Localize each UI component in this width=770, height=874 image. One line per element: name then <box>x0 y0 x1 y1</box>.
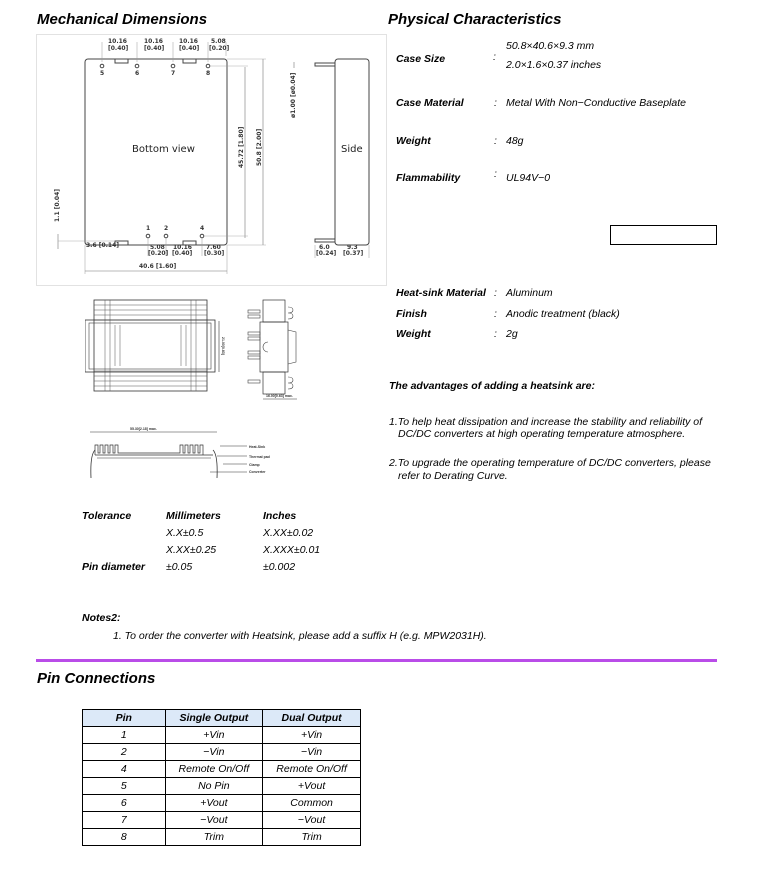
heatsink-width-dim: 55.30[2.18] max. <box>130 427 157 431</box>
pin-label: 8 <box>206 70 211 77</box>
pin-label: 2 <box>164 225 169 232</box>
advantage-line: 2.To upgrade the operating temperature of DC/DC converters, please <box>389 457 711 469</box>
colon: : <box>494 168 497 180</box>
table-row <box>83 744 361 761</box>
pin-2 <box>164 234 168 238</box>
notch <box>115 59 128 63</box>
section-divider <box>36 659 717 662</box>
cell-dual: Common <box>263 795 361 812</box>
dim-label: 10.16 <box>179 38 198 45</box>
heatsink-material-value: Aluminum <box>506 287 553 299</box>
tolerance-mm-header: Millimeters <box>166 510 221 522</box>
side-pin <box>315 63 335 66</box>
pin-diameter-label: Pin diameter <box>82 561 146 573</box>
dim-label: 7.60 <box>206 244 221 251</box>
dim-label: 50.8 [2.00] <box>256 128 263 166</box>
mechanical-drawing <box>36 34 388 286</box>
dim-label: 6.0 <box>319 244 330 251</box>
dim-label: [0.40] <box>144 45 165 52</box>
dim-label: [0.20] <box>209 45 230 52</box>
notch <box>183 59 196 63</box>
case-material-label: Case Material <box>396 97 464 109</box>
side-pin <box>315 239 335 242</box>
dim-label: 10.16 <box>173 244 192 251</box>
dim-label: [0.24] <box>316 250 337 257</box>
tolerance-in-value: X.XX±0.02 <box>263 527 314 539</box>
dim-label: [0.40] <box>108 45 129 52</box>
dim-label: 1.1 [0.04] <box>54 188 61 222</box>
dim-label: ø1.00 [ø0.04] <box>290 72 297 118</box>
dim-label: 5.08 <box>211 38 226 45</box>
cell-pin: 1 <box>83 727 166 744</box>
dim-label: [0.30] <box>204 250 225 257</box>
cell-dual: +Vin <box>263 727 361 744</box>
dim-label: [0.37] <box>343 250 364 257</box>
table-row <box>83 812 361 829</box>
case-size-label: Case Size <box>396 53 446 65</box>
pin-8 <box>206 64 210 68</box>
cell-single: Remote On/Off <box>165 761 263 778</box>
case-size-in: 2.0×1.6×0.37 inches <box>506 59 602 71</box>
cell-dual: −Vout <box>263 812 361 829</box>
dim-label: [0.20] <box>148 250 169 257</box>
flammability-value: UL94V−0 <box>506 172 551 184</box>
heatsink-weight-label: Weight <box>396 328 431 340</box>
pin-connections-title: Pin Connections <box>37 670 156 687</box>
pin-6 <box>135 64 139 68</box>
table-header-row <box>83 710 361 727</box>
cell-single: No Pin <box>165 778 263 795</box>
heatsink-material-label: Heat-sink Material <box>396 287 486 299</box>
table-row <box>83 829 361 846</box>
pin-diameter-mm: ±0.05 <box>166 561 193 573</box>
mechanical-dimensions-title: Mechanical Dimensions <box>37 11 208 28</box>
dim-label: 5.08 <box>150 244 165 251</box>
tolerance-mm-value: X.X±0.5 <box>166 527 204 539</box>
colon: : <box>494 328 497 340</box>
bottom-view-label: Bottom view <box>132 144 195 155</box>
weight-label: Weight <box>396 135 431 147</box>
cell-pin: 6 <box>83 795 166 812</box>
pin-connections-table <box>82 709 361 846</box>
cell-pin: 7 <box>83 812 166 829</box>
pin-label: 7 <box>171 70 176 77</box>
colon: : <box>494 135 497 147</box>
cell-dual: Trim <box>263 829 361 846</box>
dim-label: [0.40] <box>172 250 193 257</box>
tolerance-mm-value: X.XX±0.25 <box>166 544 217 556</box>
heatsink-depth-dim: 16.00[0.63] max. <box>266 394 293 398</box>
cell-single: −Vout <box>165 812 263 829</box>
finish-value: Anodic treatment (black) <box>506 308 620 320</box>
table-row <box>83 778 361 795</box>
cell-pin: 8 <box>83 829 166 846</box>
callout-clamp: Clamp <box>249 463 260 467</box>
cell-pin: 2 <box>83 744 166 761</box>
weight-value: 48g <box>506 135 524 147</box>
cell-dual: −Vin <box>263 744 361 761</box>
callout-thermal-pad: Thermal pad <box>249 455 270 459</box>
dim-label: 9.3 <box>347 244 358 251</box>
callout-heat-sink: Heat-Sink <box>249 445 266 449</box>
pin-5 <box>100 64 104 68</box>
cell-single: Trim <box>165 829 263 846</box>
dim-label: 45.72 [1.80] <box>238 126 245 168</box>
physical-characteristics-title: Physical Characteristics <box>388 11 562 28</box>
heatsink-top-drawing <box>85 295 305 415</box>
advantage-line: 1.To help heat dissipation and increase the stability and reliability of <box>389 416 703 428</box>
case-size-mm: 50.8×40.6×9.3 mm <box>506 40 595 52</box>
advantage-line: refer to Derating Curve. <box>398 470 508 482</box>
case-material-value: Metal With Non−Conductive Baseplate <box>506 97 686 109</box>
colon: : <box>494 287 497 299</box>
heatsink-height-dim: 21.00[0.83] <box>221 337 225 355</box>
cell-single: +Vin <box>165 727 263 744</box>
header-single-output: Single Output <box>165 710 263 727</box>
dim-label: 40.6 [1.60] <box>139 263 177 270</box>
pin-1 <box>146 234 150 238</box>
table-row <box>83 727 361 744</box>
pin-label: 4 <box>200 225 205 232</box>
pin-label: 6 <box>135 70 140 77</box>
colon: : <box>494 97 497 109</box>
dim-label: 3.6 [0.14] <box>86 242 120 249</box>
tolerance-in-value: X.XXX±0.01 <box>263 544 321 556</box>
pin-4 <box>200 234 204 238</box>
cell-pin: 4 <box>83 761 166 778</box>
cell-dual: Remote On/Off <box>263 761 361 778</box>
blank-box <box>610 225 717 245</box>
cell-pin: 5 <box>83 778 166 795</box>
pin-diameter-in: ±0.002 <box>263 561 296 573</box>
notes-item: 1. To order the converter with Heatsink, please add a suffix H (e.g. MPW2031H). <box>113 630 487 642</box>
heatsink-weight-value: 2g <box>506 328 518 340</box>
cell-single: −Vin <box>165 744 263 761</box>
side-label: Side <box>341 144 363 155</box>
tolerance-in-header: Inches <box>263 510 297 522</box>
advantages-title: The advantages of adding a heatsink are: <box>389 380 595 392</box>
dim-label: 10.16 <box>108 38 127 45</box>
header-pin: Pin <box>83 710 166 727</box>
dim-label: [0.40] <box>179 45 200 52</box>
dim-label: 10.16 <box>144 38 163 45</box>
colon: : <box>493 51 496 63</box>
finish-label: Finish <box>396 308 427 320</box>
table-row <box>83 795 361 812</box>
cell-dual: +Vout <box>263 778 361 795</box>
colon: : <box>494 308 497 320</box>
heatsink-front-drawing <box>85 425 285 480</box>
advantage-line: DC/DC converters at high operating temperature atmosphere. <box>398 428 686 440</box>
pin-label: 1 <box>146 225 151 232</box>
callout-converter: Converter <box>249 470 266 474</box>
table-row <box>83 761 361 778</box>
flammability-label: Flammability <box>396 172 461 184</box>
notes-title: Notes2: <box>82 612 121 624</box>
pin-label: 5 <box>100 70 105 77</box>
header-dual-output: Dual Output <box>263 710 361 727</box>
pin-7 <box>171 64 175 68</box>
tolerance-label: Tolerance <box>82 510 132 522</box>
cell-single: +Vout <box>165 795 263 812</box>
